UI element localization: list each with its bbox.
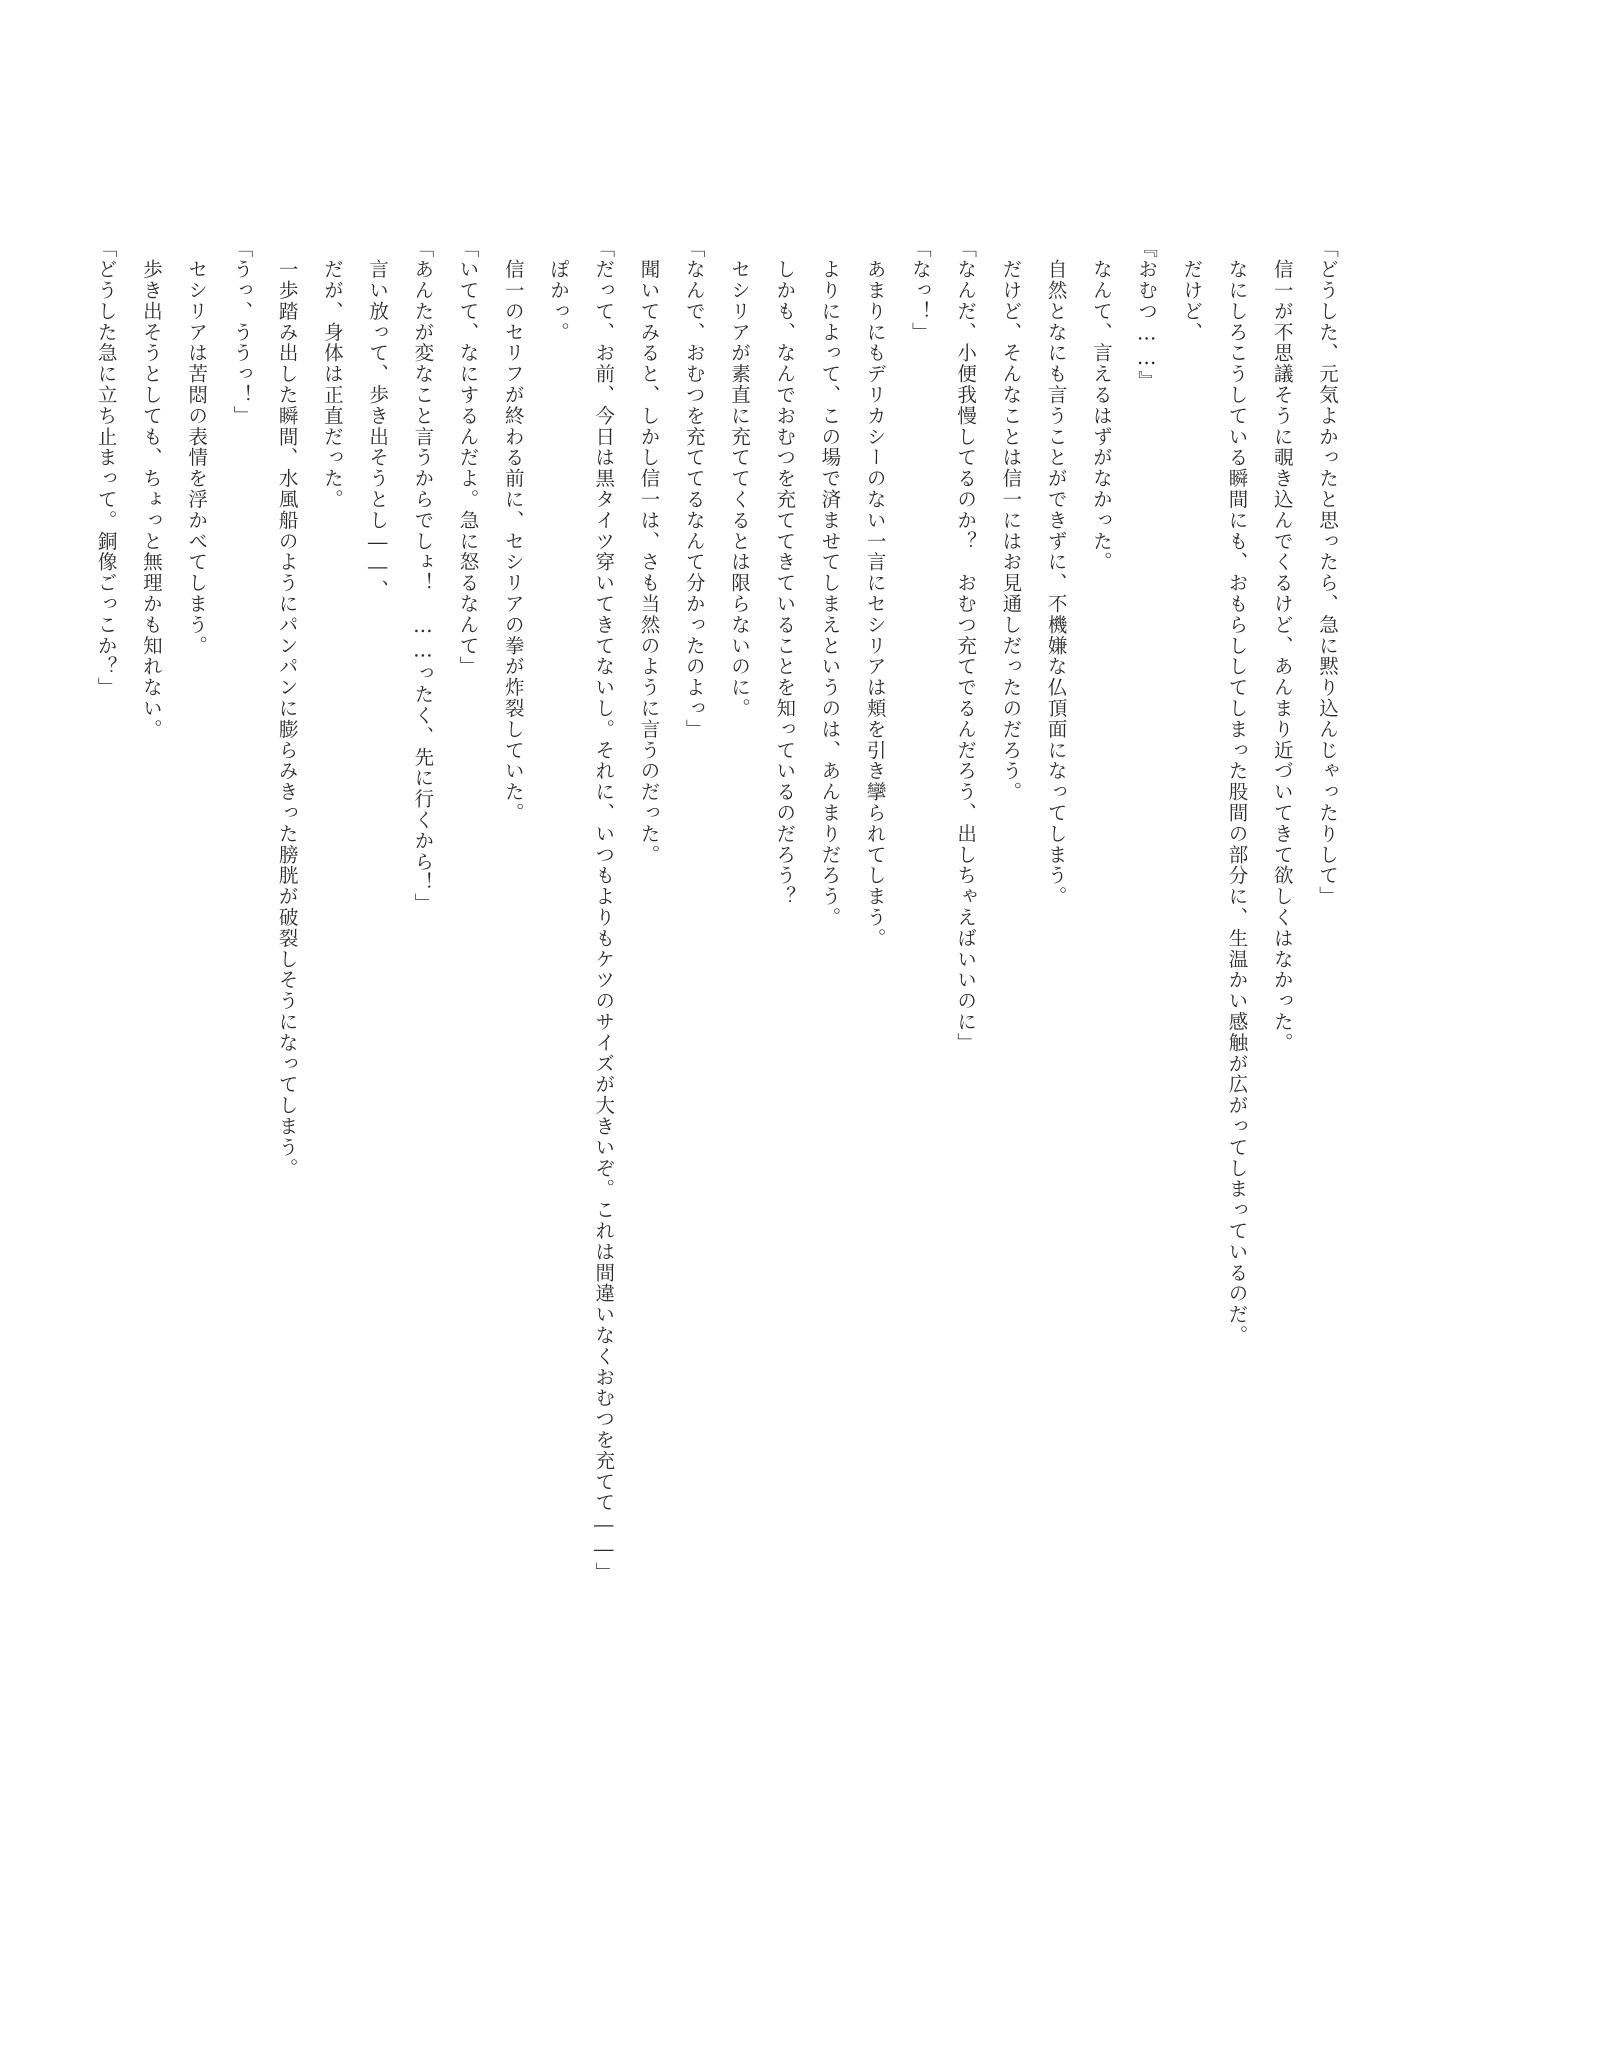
paragraph: 自然となにも言うことができずに、不機嫌な仏頂面になってしまう。 bbox=[1044, 238, 1068, 907]
paragraph: 歩き出そうとしても、ちょっと無理かも知れない。 bbox=[139, 238, 163, 740]
paragraph: 聞いてみると、しかし信一は、さも当然のように言うのだった。 bbox=[637, 238, 661, 865]
paragraph: あまりにもデリカシーのない一言にセシリアは頬を引き攣られてしまう。 bbox=[863, 238, 887, 949]
vertical-text-body bbox=[94, 238, 1350, 1798]
paragraph: 「だって、お前、今日は黒タイツ穿いてきてないし。それに、いつもよりもケツのサイズが大きいぞ。これは間違いなくおむつを充てて――」 bbox=[592, 238, 616, 1583]
paragraph: 信一が不思議そうに覗き込んでくるけど、あんまり近づいてきて欲しくはなかった。 bbox=[1270, 238, 1294, 1054]
paragraph: セシリアは苦悶の表情を浮かべてしまう。 bbox=[185, 238, 209, 656]
paragraph: だけど、 bbox=[1180, 238, 1204, 343]
paragraph: なんて、言えるはずがなかった。 bbox=[1089, 238, 1113, 573]
paragraph: 「なっ！」 bbox=[908, 238, 932, 343]
paragraph: 言い放って、歩き出そうとし――、 bbox=[366, 238, 390, 601]
paragraph: 「あんたが変なこと言うからでしょ！ ……ったく、先に行くから！」 bbox=[411, 238, 435, 914]
paragraph: 一歩踏み出した瞬間、水風船のようにパンパンに膨らみきった膀胱が破裂しそうになってしまう。 bbox=[275, 238, 299, 1179]
paragraph: 「いてて、なにするんだよ。急に怒るなんて」 bbox=[456, 238, 480, 677]
paragraph: なにしろこうしている瞬間にも、おもらししてしまった股間の部分に、生温かい感触が広がってしまっているのだ。 bbox=[1225, 238, 1249, 1346]
paragraph: 「なんだ、小便我慢してるのか？ おむつ充てでるんだろう、出しちゃえばいいのに」 bbox=[954, 238, 978, 1054]
paragraph: よりによって、この場で済ませてしまえというのは、あんまりだろう。 bbox=[818, 238, 842, 928]
paragraph: 「どうした、元気よかったと思ったら、急に黙り込んじゃったりして」 bbox=[1316, 238, 1339, 907]
paragraph: セシリアが素直に充ててくるとは限らないのに。 bbox=[727, 238, 751, 719]
paragraph: だが、身体は正直だった。 bbox=[320, 238, 344, 510]
paragraph: 『おむつ……』 bbox=[1135, 238, 1159, 392]
paragraph: 「うっ、ううっ！」 bbox=[230, 238, 254, 427]
paragraph: だけど、そんなことは信一にはお見通しだったのだろう。 bbox=[999, 238, 1023, 803]
paragraph: 「どうした急に立ち止まって。銅像ごっこか？」 bbox=[94, 238, 118, 698]
paragraph: 「なんで、おむつを充ててるなんて分かったのよっ」 bbox=[682, 238, 706, 740]
paragraph: ぽかっ。 bbox=[547, 238, 571, 343]
paragraph: 信一のセリフが終わる前に、セシリアの拳が炸裂していた。 bbox=[501, 238, 525, 824]
paragraph: しかも、なんでおむつを充ててきていることを知っているのだろう？ bbox=[773, 238, 797, 907]
